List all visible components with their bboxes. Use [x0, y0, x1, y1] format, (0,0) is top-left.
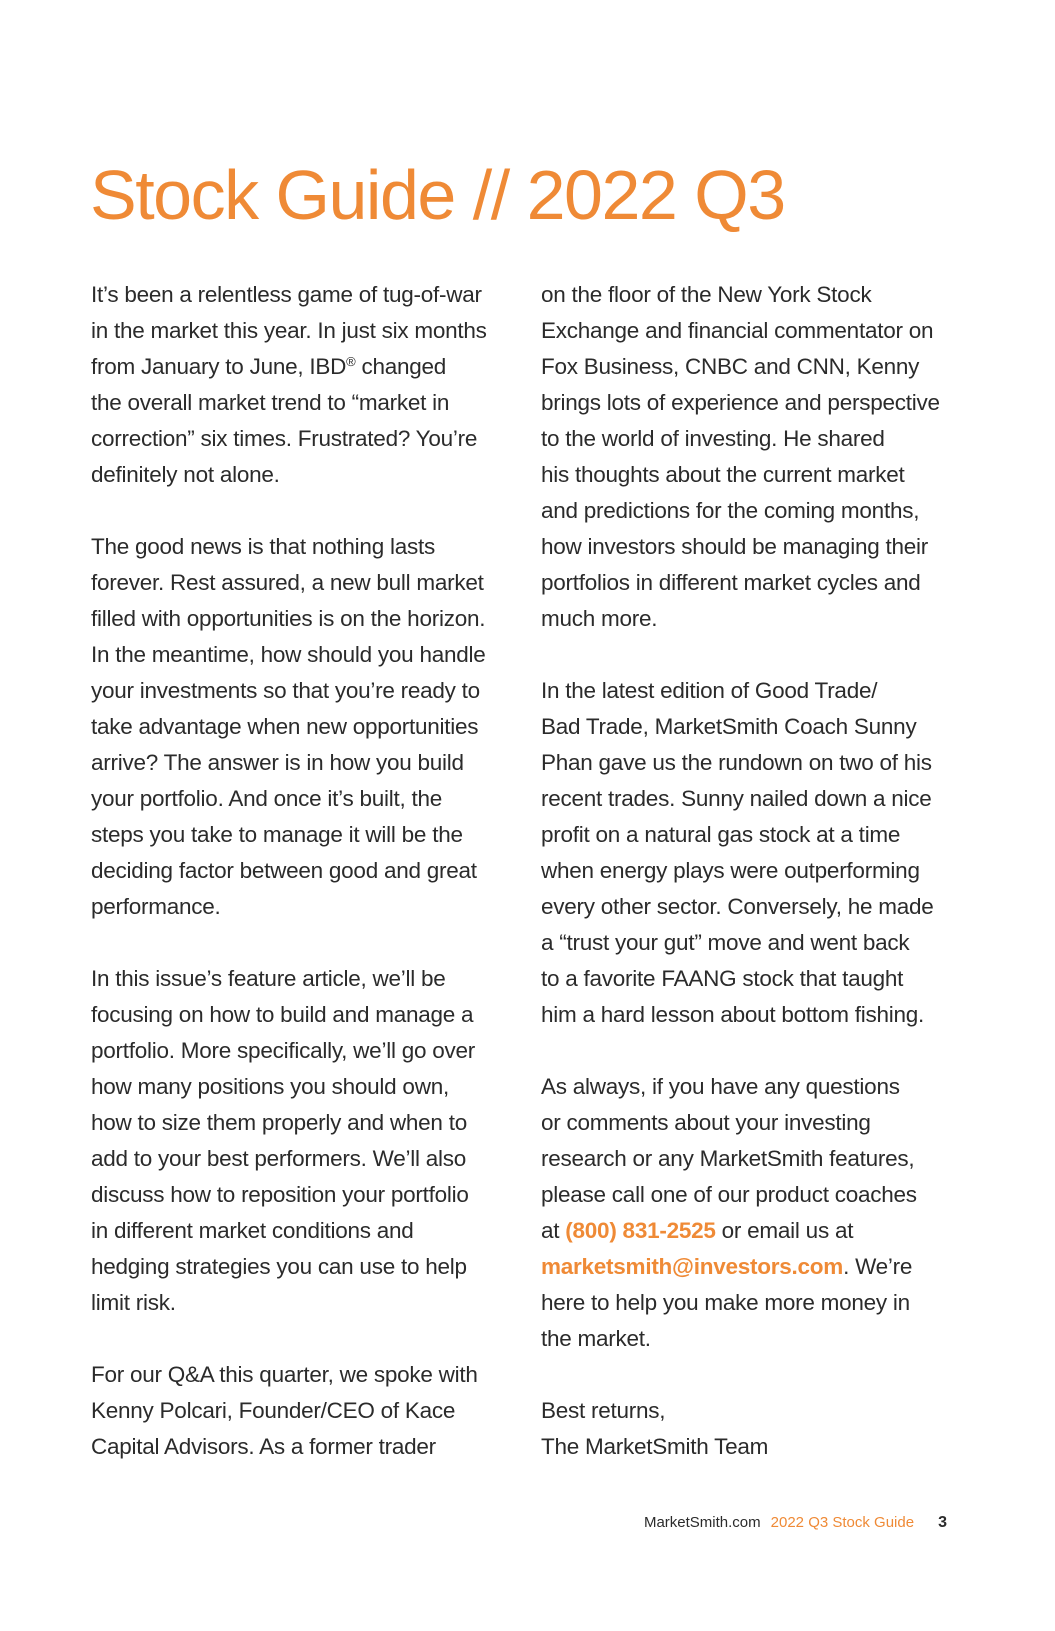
text-line: Phan gave us the rundown on two of his	[541, 750, 932, 775]
right-column	[541, 277, 971, 1465]
text-line: to a favorite FAANG stock that taught	[541, 966, 904, 991]
text-line: and predictions for the coming months,	[541, 498, 920, 523]
text-line: forever. Rest assured, a new bull market	[91, 570, 484, 595]
text-line: Bad Trade, MarketSmith Coach Sunny	[541, 714, 917, 739]
text-line: definitely not alone.	[91, 462, 280, 487]
text-line: how many positions you should own,	[91, 1074, 449, 1099]
email-link[interactable]: marketsmith@investors.com	[541, 1254, 844, 1279]
text-line: hedging strategies you can use to help	[91, 1254, 467, 1279]
text-line: focusing on how to build and manage a	[91, 1002, 474, 1027]
text-line: your portfolio. And once it’s built, the	[91, 786, 443, 811]
text-line: brings lots of experience and perspective	[541, 390, 940, 415]
text-line: here to help you make more money in	[541, 1290, 910, 1315]
text-line: discuss how to reposition your portfolio	[91, 1182, 469, 1207]
text-line: recent trades. Sunny nailed down a nice	[541, 786, 932, 811]
text-line: his thoughts about the current market	[541, 462, 905, 487]
text-line: performance.	[91, 894, 221, 919]
text-line: add to your best performers. We’ll also	[91, 1146, 467, 1171]
paragraph-gap	[541, 637, 971, 673]
signoff-line: Best returns,	[541, 1398, 666, 1423]
text-line: please call one of our product coaches	[541, 1182, 917, 1207]
text-line: to the world of investing. He shared	[541, 426, 885, 451]
registered-mark: ®	[346, 354, 356, 369]
text-line: Exchange and financial commentator on	[541, 318, 934, 343]
text-line: on the floor of the New York Stock	[541, 282, 872, 307]
text-line: when energy plays were outperforming	[541, 858, 920, 883]
text-line: In the latest edition of Good Trade/	[541, 678, 878, 703]
text-line: the overall market trend to “market in	[91, 390, 450, 415]
paragraph-gap	[91, 493, 521, 529]
text-line: As always, if you have any questions	[541, 1074, 900, 1099]
signoff-signature: The MarketSmith Team	[541, 1434, 769, 1459]
text-line: It’s been a relentless game of tug-of-war	[91, 282, 482, 307]
text-line	[91, 349, 521, 385]
text-line: in the market this year. In just six months	[91, 318, 487, 343]
text-line: filled with opportunities is on the horizon.	[91, 606, 486, 631]
text-line: take advantage when new opportunities	[91, 714, 479, 739]
page-title: Stock Guide // 2022 Q3	[90, 156, 785, 234]
paragraph-gap	[91, 925, 521, 961]
text-line: steps you take to manage it will be the	[91, 822, 463, 847]
text-line: profit on a natural gas stock at a time	[541, 822, 901, 847]
left-column	[91, 277, 521, 1465]
footer-guide-title: 2022 Q3 Stock Guide	[770, 1514, 915, 1531]
text-line: how to size them properly and when to	[91, 1110, 467, 1135]
text-line: your investments so that you’re ready to	[91, 678, 480, 703]
text-line: the market.	[541, 1326, 651, 1351]
text-line: correction” six times. Frustrated? You’re	[91, 426, 478, 451]
text-line: The good news is that nothing lasts	[91, 534, 435, 559]
text-line: In the meantime, how should you handle	[91, 642, 486, 667]
text-line: or comments about your investing	[541, 1110, 871, 1135]
text-segment: changed	[355, 354, 447, 379]
text-line: deciding factor between good and great	[91, 858, 477, 883]
text-segment: or email us at	[715, 1218, 854, 1243]
paragraph-gap	[541, 1357, 971, 1393]
text-line: much more.	[541, 606, 658, 631]
phone-link[interactable]: (800) 831-2525	[565, 1218, 716, 1243]
text-line: Kenny Polcari, Founder/CEO of Kace	[91, 1398, 456, 1423]
page-footer	[644, 1512, 947, 1534]
text-line: portfolios in different market cycles and	[541, 570, 921, 595]
text-line: in different market conditions and	[91, 1218, 414, 1243]
text-line: portfolio. More specifically, we’ll go over	[91, 1038, 475, 1063]
footer-site-link[interactable]: MarketSmith.com	[643, 1514, 761, 1531]
text-line: research or any MarketSmith features,	[541, 1146, 915, 1171]
text-line	[541, 1249, 971, 1285]
text-line: a “trust your gut” move and went back	[541, 930, 910, 955]
text-line	[541, 1213, 971, 1249]
text-line: every other sector. Conversely, he made	[541, 894, 934, 919]
paragraph-gap	[541, 1033, 971, 1069]
text-line: Capital Advisors. As a former trader	[91, 1434, 436, 1459]
text-segment: from January to June, IBD	[91, 354, 347, 379]
text-line: him a hard lesson about bottom fishing.	[541, 1002, 924, 1027]
text-segment: . We’re	[843, 1254, 913, 1279]
text-line: For our Q&A this quarter, we spoke with	[91, 1362, 478, 1387]
paragraph-gap	[91, 1321, 521, 1357]
text-segment: at	[541, 1218, 566, 1243]
text-line: In this issue’s feature article, we’ll be	[91, 966, 446, 991]
page-number: 3	[938, 1514, 947, 1531]
text-line: how investors should be managing their	[541, 534, 928, 559]
text-line: limit risk.	[91, 1290, 176, 1315]
text-line: Fox Business, CNBC and CNN, Kenny	[541, 354, 920, 379]
text-line: arrive? The answer is in how you build	[91, 750, 464, 775]
